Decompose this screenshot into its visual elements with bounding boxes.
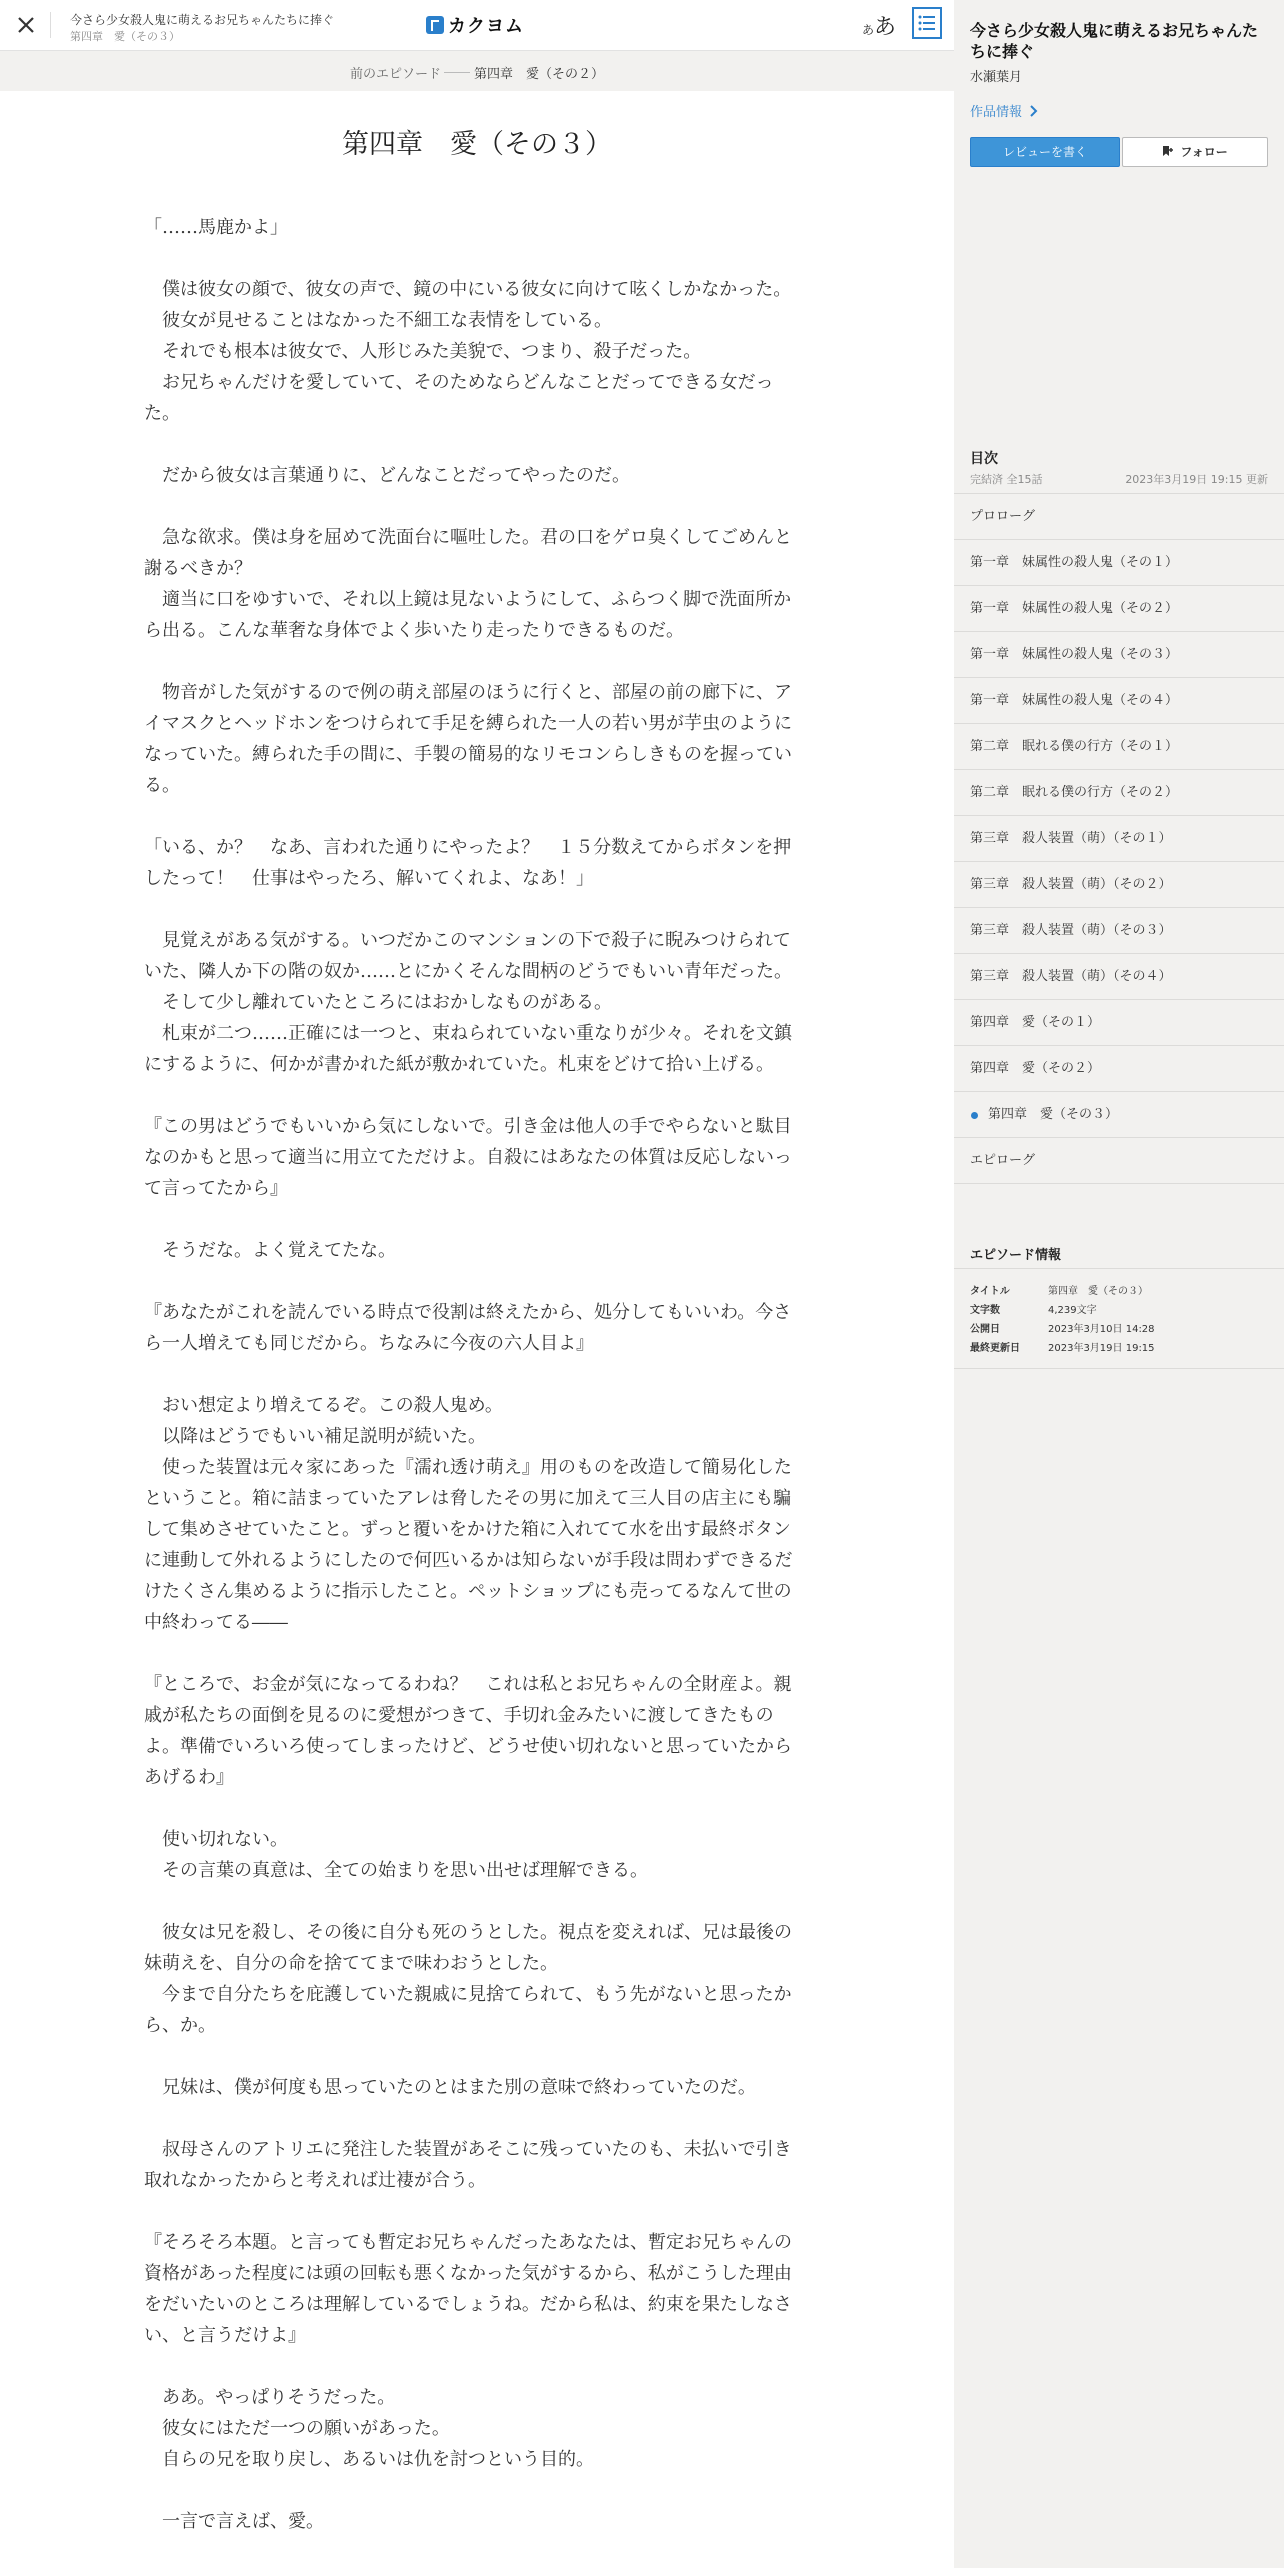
blank-line [144, 491, 794, 522]
paragraph: 使い切れない。 [144, 1829, 288, 1850]
top-header [0, 0, 954, 51]
blank-line [144, 1359, 794, 1390]
chevron-right-icon [1029, 105, 1039, 117]
episode-info-row [970, 1282, 1155, 1301]
paragraph: 『そろそろ本題。と言っても暫定お兄ちゃんだったあなたは、暫定お兄ちゃんの資格があった程度には頭の回転も悪くなかった気がするから、私がこうした理由をだいたいのところは理解しているでしょうね。だから私は、約束を果たしなさい、と言うだけよ』 [144, 2232, 792, 2346]
blank-line [144, 2351, 794, 2382]
episode-info-row [970, 1301, 1155, 1320]
paragraph: それでも根本は彼女で、人形じみた美貌で、つまり、殺子だった。 [144, 341, 702, 362]
toc-item-label: 第一章 妹属性の殺人鬼（その４） [970, 693, 1179, 708]
blank-line [144, 1886, 794, 1917]
toc-item[interactable] [954, 1000, 1284, 1046]
toc-item[interactable] [954, 586, 1284, 632]
toc-item-label: 第四章 愛（その１） [970, 1015, 1101, 1030]
paragraph: 「……馬鹿かよ」 [144, 217, 288, 238]
paragraph: 以降はどうでもいい補足説明が続いた。 [144, 1426, 486, 1447]
blank-line [144, 243, 794, 274]
paragraph: 『あなたがこれを読んでいる時点で役割は終えたから、処分してもいいわ。今さら一人増えても同じだから。ちなみに今夜の六人目よ』 [144, 1302, 792, 1354]
episode-info-value: 2023年3月19日 19:15 [1048, 1343, 1155, 1354]
paragraph: 一言で言えば、愛。 [144, 2511, 324, 2532]
font-settings-glyph: あ [874, 15, 897, 40]
episode-info-row [970, 1339, 1155, 1358]
paragraph: 彼女にはただ一つの願いがあった。 [144, 2418, 450, 2439]
toc-item-label: エピローグ [970, 1153, 1036, 1168]
episode-info-label: 文字数 [970, 1305, 1000, 1316]
toc-heading: 目次 [970, 451, 998, 467]
toc-item[interactable] [954, 632, 1284, 678]
episode-body [144, 212, 794, 2537]
paragraph: その言葉の真意は、全ての始まりを思い出せば理解できる。 [144, 1860, 648, 1881]
paragraph: そして少し離れていたところにはおかしなものがある。 [144, 992, 612, 1013]
divider [954, 1368, 1284, 1369]
blank-line [144, 1793, 794, 1824]
blank-line [144, 2475, 794, 2506]
follow-button[interactable] [1122, 137, 1268, 167]
toc-item[interactable] [954, 908, 1284, 954]
toc-item-label: プロローグ [970, 509, 1036, 524]
toc-item-label: 第四章 愛（その２） [970, 1061, 1101, 1076]
paragraph: おい想定より増えてるぞ。この殺人鬼め。 [144, 1395, 503, 1416]
toc-item-label: 第二章 眠れる僕の行方（その１） [970, 739, 1179, 754]
paragraph: 叔母さんのアトリエに発注した装置があそこに残っていたのも、未払いで引き取れなかったからと考えれば辻褄が合う。 [144, 2139, 792, 2191]
episode-info-heading: エピソード情報 [970, 1248, 1062, 1263]
episode-info-row [970, 1320, 1155, 1339]
toc-item[interactable] [954, 816, 1284, 862]
paragraph: お兄ちゃんだけを愛していて、そのためならどんなことだってできる女だった。 [144, 372, 774, 424]
toc-item-label: 第三章 殺人装置（萌）（その４） [970, 969, 1172, 984]
episode-title: 第四章 愛（その３） [342, 129, 612, 160]
work-info-label: 作品情報 [970, 105, 1023, 120]
toc-item-label: 第一章 妹属性の殺人鬼（その１） [970, 555, 1179, 570]
episode-info-label: タイトル [970, 1286, 1010, 1297]
toc-item-label: 第四章 愛（その３） [988, 1107, 1119, 1122]
sidebar-work-title[interactable]: 今さら少女殺人鬼に萌えるお兄ちゃんたちに捧ぐ [970, 21, 1259, 61]
blank-line [144, 1204, 794, 1235]
blank-line [144, 894, 794, 925]
blank-line [144, 1080, 794, 1111]
toc-toggle-button[interactable] [912, 7, 942, 39]
toc-item[interactable] [954, 494, 1284, 540]
blank-line [144, 2103, 794, 2134]
current-indicator-icon [971, 1112, 978, 1119]
episode-info-label: 公開日 [970, 1324, 1000, 1335]
bookmark-plus-icon [1162, 145, 1174, 157]
toc-item[interactable] [954, 862, 1284, 908]
prev-episode-title[interactable]: 第四章 愛（その２） [474, 67, 605, 82]
prev-episode-link[interactable]: 前のエピソード [350, 67, 442, 82]
header-episode-title: 第四章 愛（その３） [70, 30, 180, 43]
paragraph: 札束が二つ……正確には一つと、束ねられていない重なりが少々。それを文鎮にするように、何かが書かれた紙が敷かれていた。札束をどけて拾い上げる。 [144, 1023, 792, 1075]
paragraph: 彼女は兄を殺し、その後に自分も死のうとした。視点を変えれば、兄は最後の妹萌えを、自分の命を捨ててまで味わおうとした。 [144, 1922, 792, 1974]
site-logo[interactable] [426, 12, 524, 38]
work-info-link[interactable] [970, 101, 1039, 120]
toc-status: 完結済 全15話 [970, 473, 1043, 486]
paragraph: 僕は彼女の顔で、彼女の声で、鏡の中にいる彼女に向けて呟くしかなかった。 [144, 279, 792, 300]
sidebar-author[interactable]: 水瀬葉月 [970, 70, 1023, 85]
toc-item-current[interactable] [954, 1092, 1284, 1138]
toc-item-label: 第三章 殺人装置（萌）（その３） [970, 923, 1172, 938]
toc-item-label: 第一章 妹属性の殺人鬼（その２） [970, 601, 1179, 616]
write-review-button[interactable]: レビューを書く [970, 137, 1120, 167]
toc-item-label: 第一章 妹属性の殺人鬼（その３） [970, 647, 1179, 662]
paragraph: 『ところで、お金が気になってるわね？ これは私とお兄ちゃんの全財産よ。親戚が私たちの面倒を見るのに愛想がつきて、手切れ金みたいに渡してきたものよ。準備でいろいろ使ってしまったけど、どうせ使い切れないと思っていたからあげるわ』 [144, 1674, 792, 1788]
font-settings-small-glyph: あ [862, 23, 875, 37]
logo-mark-icon [426, 16, 444, 34]
toc-item-label: 第三章 殺人装置（萌）（その１） [970, 831, 1172, 846]
toc-item[interactable] [954, 1046, 1284, 1092]
paragraph: だから彼女は言葉通りに、どんなことだってやったのだ。 [144, 465, 630, 486]
blank-line [144, 2196, 794, 2227]
toc-updated: 2023年3月19日 19:15 更新 [1125, 473, 1268, 486]
paragraph: 兄妹は、僕が何度も思っていたのとはまた別の意味で終わっていたのだ。 [144, 2077, 756, 2098]
paragraph: 急な欲求。僕は身を屈めて洗面台に嘔吐した。君の口をゲロ臭くしてごめんと謝るべきか？ [144, 527, 792, 579]
blank-line [144, 801, 794, 832]
paragraph: そうだな。よく覚えてたな。 [144, 1240, 396, 1261]
episode-info-value: 第四章 愛（その３） [1048, 1286, 1148, 1297]
sidebar [954, 0, 1284, 2568]
toc-item[interactable] [954, 724, 1284, 770]
follow-label: フォロー [1180, 145, 1228, 159]
paragraph: 今まで自分たちを庇護していた親戚に見捨てられて、もう先がないと思ったから、か。 [144, 1984, 792, 2036]
episode-info-table [970, 1282, 1155, 1358]
close-button[interactable] [10, 9, 42, 41]
divider [954, 1268, 1284, 1269]
paragraph: 「いる、か？ なあ、言われた通りにやったよ？ １５分数えてからボタンを押したって！ 仕事はやったろ、解いてくれよ、なあ！」 [144, 837, 792, 889]
toc-item[interactable] [954, 678, 1284, 724]
paragraph: 『この男はどうでもいいから気にしないで。引き金は他人の手でやらないと駄目なのかもと思って適当に用立てただけよ。自殺にはあなたの体質は反応しないって言ってたから』 [144, 1116, 792, 1199]
logo-text: カクヨム [448, 16, 524, 37]
paragraph: 物音がした気がするので例の萌え部屋のほうに行くと、部屋の前の廊下に、アイマスクとヘッドホンをつけられて手足を縛られた一人の若い男が芋虫のようになっていた。縛られた手の間に、手製の簡易的なリモコンらしきものを握っている。 [144, 682, 792, 796]
toc-item[interactable] [954, 540, 1284, 586]
episode-info-value: 2023年3月10日 14:28 [1048, 1324, 1155, 1335]
blank-line [144, 429, 794, 460]
paragraph: 彼女が見せることはなかった不細工な表情をしている。 [144, 310, 612, 331]
toc-item[interactable] [954, 770, 1284, 816]
header-divider [50, 12, 51, 38]
toc-list [954, 493, 1284, 1184]
toc-item[interactable] [954, 1138, 1284, 1184]
close-icon[interactable] [10, 9, 42, 41]
paragraph: ああ。やっぱりそうだった。 [144, 2387, 396, 2408]
nav-separator [444, 72, 470, 73]
blank-line [144, 1638, 794, 1669]
toc-item[interactable] [954, 954, 1284, 1000]
blank-line [144, 1266, 794, 1297]
episode-info-label: 最終更新日 [970, 1343, 1020, 1354]
paragraph: 見覚えがある気がする。いつだかこのマンションの下で殺子に睨みつけられていた、隣人か下の階の奴か……とにかくそんな間柄のどうでもいい青年だった。 [144, 930, 792, 982]
toc-item-label: 第二章 眠れる僕の行方（その２） [970, 785, 1179, 800]
header-work-title[interactable]: 今さら少女殺人鬼に萌えるお兄ちゃんたちに捧ぐ [70, 13, 335, 27]
blank-line [144, 646, 794, 677]
blank-line [144, 2041, 794, 2072]
paragraph: 自らの兄を取り戻し、あるいは仇を討つという目的。 [144, 2449, 594, 2470]
episode-info-value: 4,239文字 [1048, 1305, 1097, 1316]
paragraph: 使った装置は元々家にあった『濡れ透け萌え』用のものを改造して簡易化したということ。箱に詰まっていたアレは脅したその男に加えて三人目の店主にも騙して集めさせていたこと。ずっと覆いをかけた箱に入れてて水を出す最終ボタンに連動して外れるようにしたので何匹いるかは知らないが手段は問わずできるだけたくさん集めるように指示したこと。ペットショップにも売ってるなんて世の中終わってる―― [144, 1457, 793, 1633]
toc-item-label: 第三章 殺人装置（萌）（その２） [970, 877, 1172, 892]
font-settings-button[interactable] [862, 10, 896, 41]
list-icon [914, 9, 940, 37]
episode-nav-bar [0, 51, 954, 91]
paragraph: 適当に口をゆすいで、それ以上鏡は見ないようにして、ふらつく脚で洗面所から出る。こんな華奢な身体でよく歩いたり走ったりできるものだ。 [144, 589, 792, 641]
